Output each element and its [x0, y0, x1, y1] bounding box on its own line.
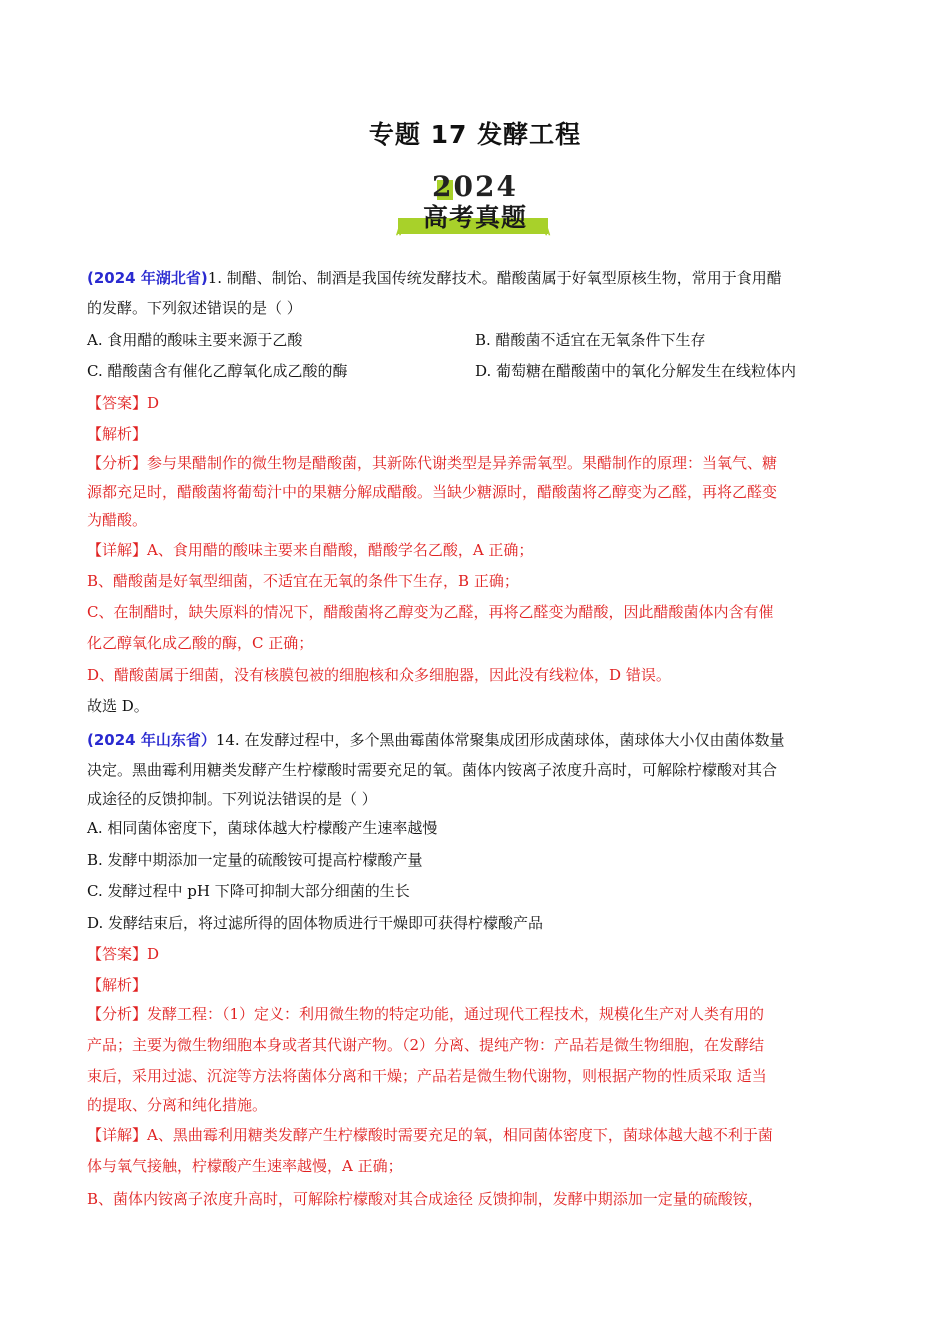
detail-line: 【详解】A、食用醋的酸味主要来自醋酸，醋酸学名乙酸，A 正确； [87, 541, 534, 559]
question-source-tag: (2024 年山东省） [87, 731, 216, 749]
analysis-line: 产品；主要为微生物细胞本身或者其代谢产物。（2）分离、提纯产物：产品若是微生物细胞，在发酵结 [87, 1036, 765, 1054]
option-d: D. 发酵结束后，将过滤所得的固体物质进行干燥即可获得柠檬酸产品 [87, 914, 544, 932]
question-stem-line [87, 730, 784, 750]
banner-year: 2024 [432, 170, 518, 203]
question-stem-line: 决定。黑曲霉利用糖类发酵产生柠檬酸时需要充足的氧。菌体内铵离子浓度升高时，可解除柠檬酸对其合 [87, 761, 778, 779]
question-stem-text: 14. 在发酵过程中，多个黑曲霉菌体常聚集成团形成菌球体，菌球体大小仅由菌体数量 [215, 731, 785, 749]
analysis-line: 束后，采用过滤、沉淀等方法将菌体分离和干燥；产品若是微生物代谢物，则根据产物的性质采取 适当 [87, 1067, 767, 1085]
option-b: B. 发酵中期添加一定量的硫酸铵可提高柠檬酸产量 [87, 851, 423, 869]
option-c: C. 发酵过程中 pH 下降可抑制大部分细菌的生长 [87, 882, 410, 900]
detail-line: B、醋酸菌是好氧型细菌，不适宜在无氧的条件下生存，B 正确； [87, 572, 519, 590]
option-b: B. 醋酸菌不适宜在无氧条件下生存 [475, 331, 706, 349]
explanation-heading: 【解析】 [87, 976, 148, 994]
option-c: C. 醋酸菌含有催化乙醇氧化成乙酸的酶 [87, 362, 348, 380]
option-a: A. 相同菌体密度下，菌球体越大柠檬酸产生速率越慢 [87, 819, 438, 837]
detail-line: B、菌体内铵离子浓度升高时，可解除柠檬酸对其合成途径 反馈抑制，发酵中期添加一定量的硫酸铵， [87, 1190, 763, 1208]
question-stem-line: 成途径的反馈抑制。下列说法错误的是（ ） [87, 790, 377, 808]
page-title: 专题 17 发酵工程 [368, 120, 582, 149]
conclusion-line: 故选 D。 [87, 697, 149, 715]
detail-line: C、在制醋时，缺失原料的情况下，醋酸菌将乙醇变为乙醛，再将乙醛变为醋酸，因此醋酸菌体内含有催 [87, 603, 774, 621]
answer-line: 【答案】D [87, 945, 160, 963]
option-d: D. 葡萄糖在醋酸菌中的氧化分解发生在线粒体内 [475, 362, 797, 380]
analysis-line: 为醋酸。 [87, 511, 148, 529]
detail-line: 体与氧气接触，柠檬酸产生速率越慢，A 正确； [87, 1157, 403, 1175]
question-stem-line: 的发酵。下列叙述错误的是（ ） [87, 299, 302, 317]
explanation-heading: 【解析】 [87, 425, 148, 443]
analysis-line: 的提取、分离和纯化措施。 [87, 1096, 268, 1114]
analysis-line: 【分析】发酵工程：（1）定义：利用微生物的特定功能，通过现代工程技术，规模化生产对人类有用的 [87, 1005, 765, 1023]
question-source-tag: (2024 年湖北省) [87, 269, 208, 287]
section-banner [0, 168, 950, 248]
banner-slash-left: // [396, 222, 403, 238]
answer-line: 【答案】D [87, 394, 160, 412]
question-stem-line [87, 268, 782, 288]
analysis-line: 【分析】参与果醋制作的微生物是醋酸菌，其新陈代谢类型是异养需氧型。果醋制作的原理：当氧气、糖 [87, 454, 778, 472]
detail-line: D、醋酸菌属于细菌，没有核膜包被的细胞核和众多细胞器，因此没有线粒体，D 错误。 [87, 666, 671, 684]
analysis-line: 源都充足时，醋酸菌将葡萄汁中的果糖分解成醋酸。当缺少糖源时，醋酸菌将乙醇变为乙醛，再将乙醛变 [87, 483, 778, 501]
detail-line: 化乙醇氧化成乙酸的酶，C 正确； [87, 634, 314, 652]
detail-line: 【详解】A、黑曲霉利用糖类发酵产生柠檬酸时需要充足的氧，相同菌体密度下，菌球体越大越不利于菌 [87, 1126, 773, 1144]
question-stem-text: 1. 制醋、制饴、制酒是我国传统发酵技术。醋酸菌属于好氧型原核生物，常用于食用醋 [207, 269, 782, 287]
banner-label: 高考真题 [422, 203, 527, 232]
option-a: A. 食用醋的酸味主要来源于乙酸 [87, 331, 303, 349]
banner-slash-right: \\ [542, 222, 549, 238]
